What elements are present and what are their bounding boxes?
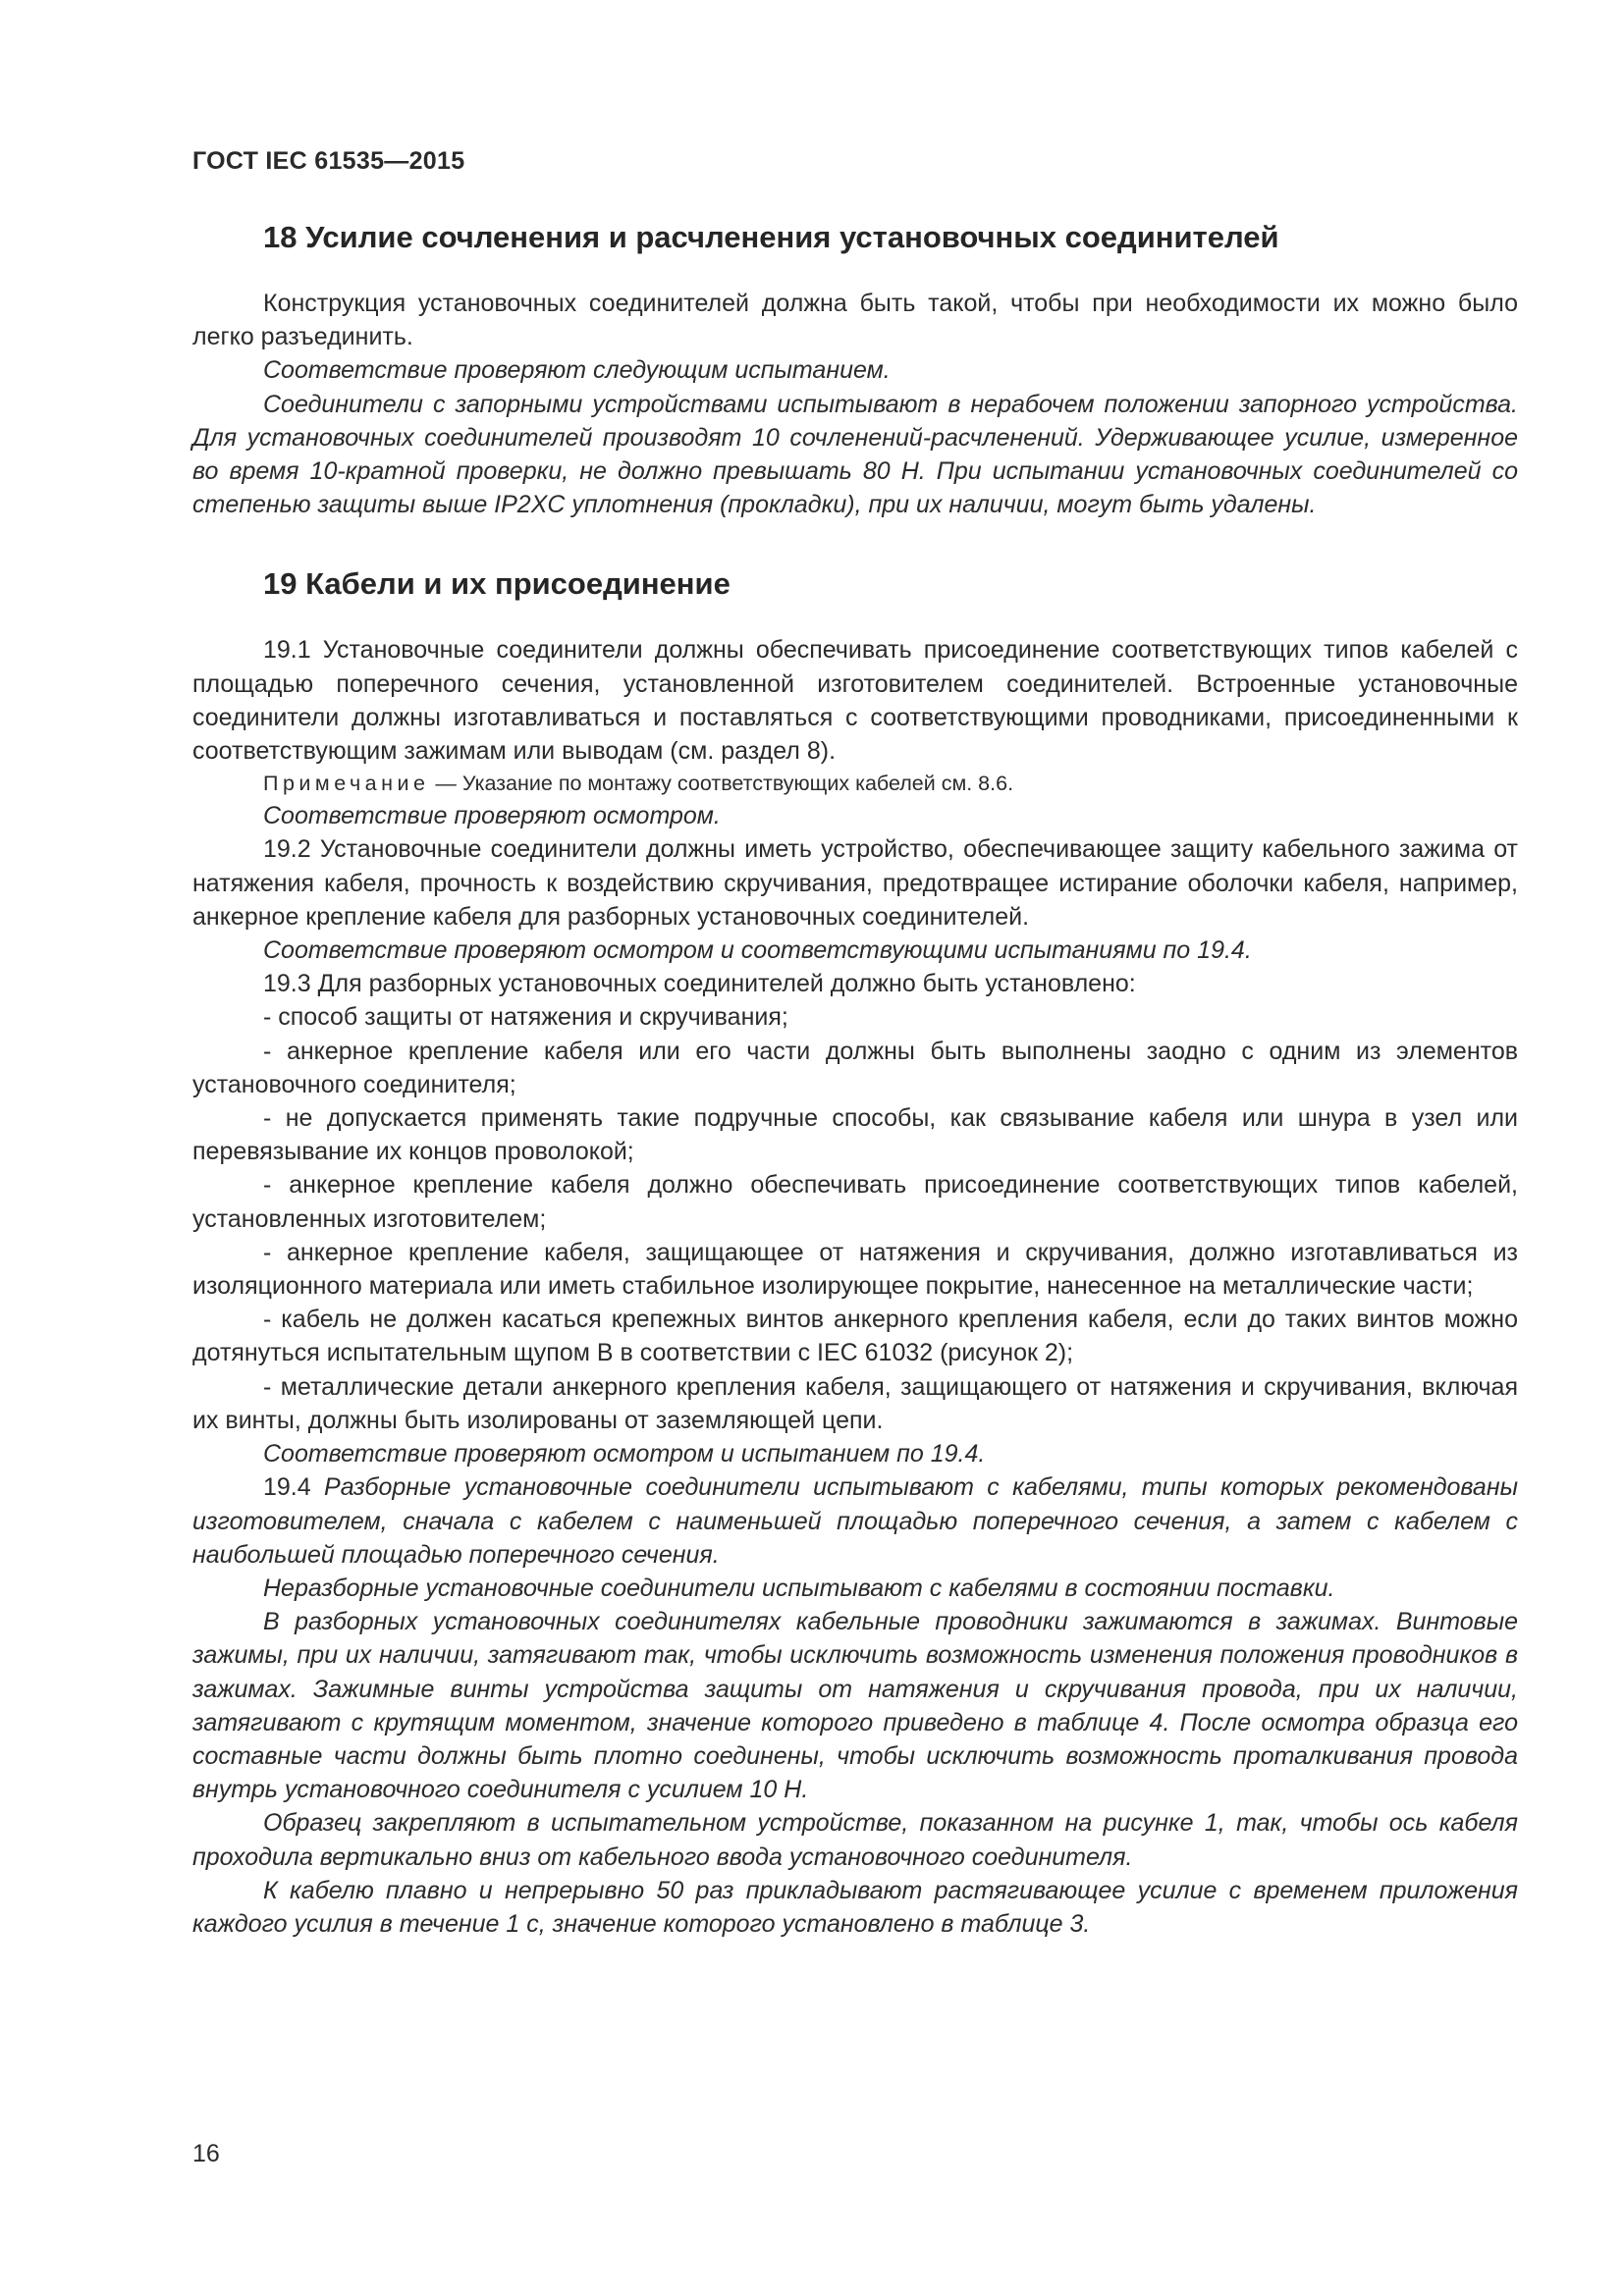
list-item: - анкерное крепление кабеля или его части должны быть выполнены заодно с одним из элементов установочного соединителя; [192, 1037, 1518, 1098]
list-item: - кабель не должен касаться крепежных винтов анкерного крепления кабеля, если до таких винтов можно дотянуться испытательным щупом В в соответствии с IEC 61032 (рисунок 2); [192, 1306, 1518, 1367]
clause-19-2: 19.2 Установочные соединители должны иметь устройство, обеспечивающее защиту кабельного зажима от натяжения кабеля, прочность к воздействию скручивания, предотвращее истирание оболочки кабеля, например, анкерное крепление кабеля для разборных установочных соединителей. [192, 835, 1518, 931]
list-item: - не допускается применять такие подручные способы, как связывание кабеля или шнура в узел или перевязывание их концов проволокой; [192, 1104, 1518, 1166]
clause-19-4 [192, 1470, 1518, 1572]
page-content [192, 218, 1518, 1941]
section-19-title: 19 Кабели и их присоединение [263, 566, 731, 602]
clause-19-4-number: 19.4 [263, 1473, 325, 1502]
list-item: - металлические детали анкерного крепления кабеля, защищающего от натяжения и скручивания, включая их винты, должны быть изолированы от заземляющей цепи. [192, 1372, 1518, 1434]
document-code-header: ГОСТ IEC 61535—2015 [192, 147, 465, 175]
clause-19-3: 19.3 Для разборных установочных соединителей должно быть установлено: [263, 970, 1136, 998]
clause-19-3-compliance: Соответствие проверяют осмотром и испытанием по 19.4. [263, 1440, 986, 1468]
clause-19-4-sample: Образец закрепляют в испытательном устройстве, показанном на рисунке 1, так, чтобы ось кабеля проходила вертикально вниз от кабельного ввода установочного соединителя. [192, 1809, 1518, 1871]
list-item: - анкерное крепление кабеля, защищающее от натяжения и скручивания, должно изготавливаться из изоляционного материала или иметь стабильное изолирующее покрытие, нанесенное на металлические части; [192, 1238, 1518, 1301]
section-18-compliance-check: Соответствие проверяют следующим испытанием. [263, 356, 891, 385]
clause-19-4-force: К кабелю плавно и непрерывно 50 раз прикладывают растягивающее усилие с временем приложения каждого усилия в течение 1 с, значение которого установлено в таблице 3. [192, 1876, 1518, 1938]
clause-19-4-text: Разборные установочные соединители испытывают с кабелями, типы которых рекомендованы изготовителем, сначала с кабелем с наименьшей площадью поперечного сечения, а затем с кабелем с наибольшей площадью поперечного сечения. [192, 1473, 1518, 1569]
note-text: — Указание по монтажу соответствующих кабелей см. 8.6. [429, 772, 1014, 796]
clause-19-4-clamps: В разборных установочных соединителях кабельные проводники зажимаются в зажимах. Винтовые зажимы, при их наличии, затягивают так, чтобы исключить возможность изменения положения проводников в зажимах. Зажимные винты устройства защиты от натяжения и скручивания провода, при их наличии, затягивают с крутящим моментом, значение которого приведено в таблице 4. После осмотра образца его составные части должны быть плотно соединены, чтобы исключить возможность проталкивания провода внутрь установочного соединителя с усилием 10 Н. [192, 1608, 1518, 1804]
section-18-test-description: Соединители с запорными устройствами испытывают в нерабочем положении запорного устройства. Для установочных соединителей производят 10 сочленений-расчленений. Удерживающее усилие, измеренное во время 10-кратной проверки, не должно превышать 80 Н. При испытании установочных соединителей со степенью защиты выше IP2XC уплотнения (прокладки), при их наличии, могут быть удалены. [192, 390, 1518, 519]
note [192, 768, 1518, 799]
clause-19-2-compliance: Соответствие проверяют осмотром и соответствующими испытаниями по 19.4. [263, 936, 1252, 965]
page-number: 16 [192, 2140, 220, 2167]
clause-19-1-compliance: Соответствие проверяют осмотром. [263, 802, 721, 830]
section-18-paragraph-1: Конструкция установочных соединителей должна быть такой, чтобы при необходимости их можно было легко разъединить. [192, 290, 1518, 351]
note-label: Примечание [263, 772, 430, 796]
list-item: - анкерное крепление кабеля должно обеспечивать присоединение соответствующих типов кабелей, установленных изготовителем; [192, 1171, 1518, 1233]
clause-19-4-nondemountable: Неразборные установочные соединители испытывают с кабелями в состоянии поставки. [263, 1574, 1335, 1602]
clause-19-1: 19.1 Установочные соединители должны обеспечивать присоединение соответствующих типов кабелей с площадью поперечного сечения, установленной изготовителем соединителей. Встроенные установочные соединители должны изготавливаться и поставляться с соответствующими проводниками, присоединенными к соответствующим зажимам или выводам (см. раздел 8). [192, 636, 1518, 766]
list-item: - способ защиты от натяжения и скручивания; [263, 1003, 788, 1032]
section-18-title: 18 Усилие сочленения и расчленения установочных соединителей [263, 220, 1279, 254]
